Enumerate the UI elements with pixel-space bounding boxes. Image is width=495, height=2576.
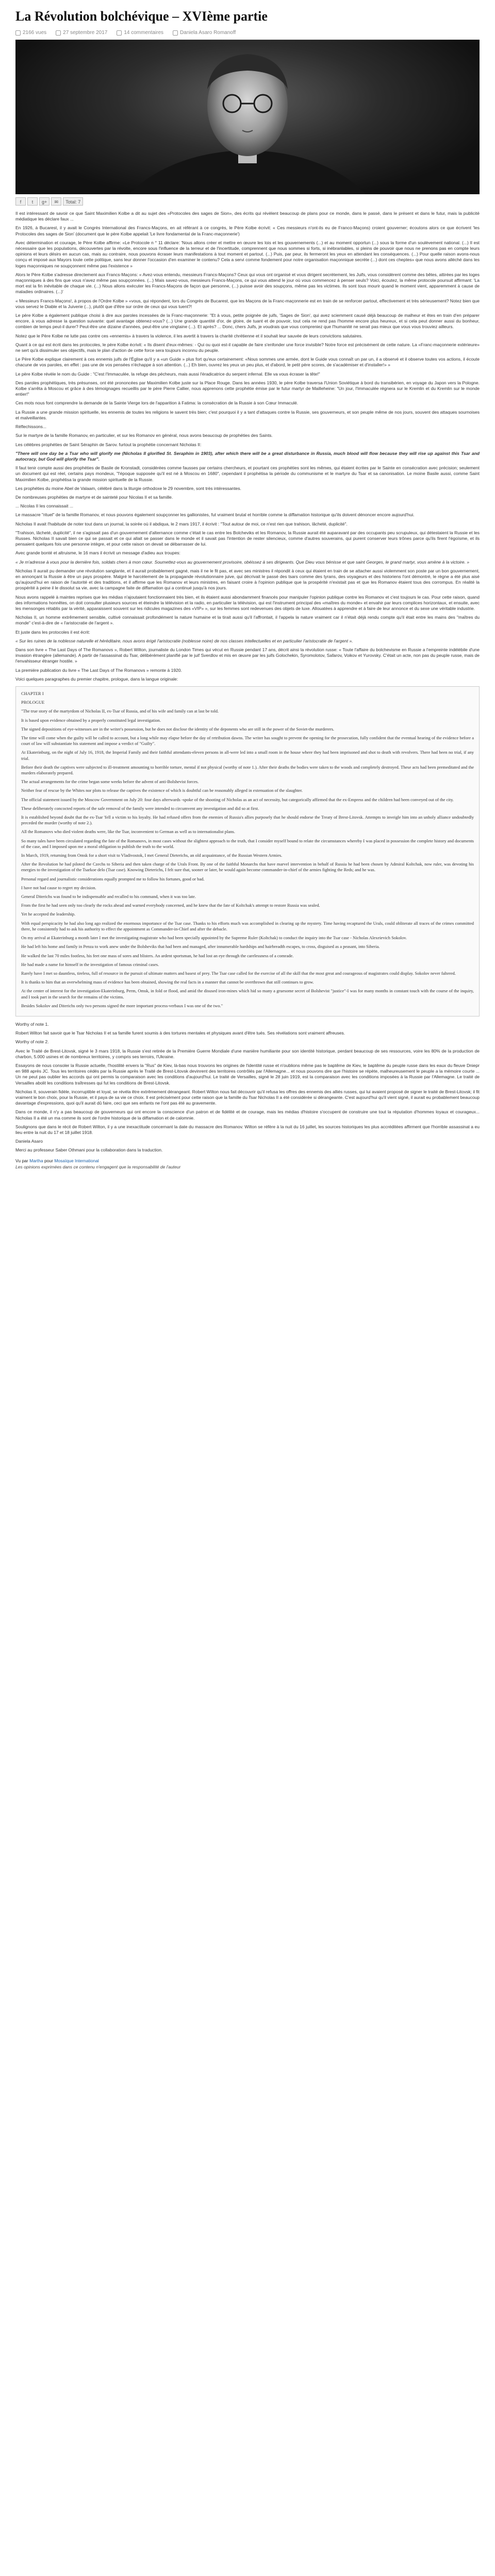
author-name[interactable]: Daniela Asaro Romanoff: [180, 30, 236, 36]
seraphim-quote: "There will one day be a Tsar who will glorify me (Nicholas II glorified St. Seraphim in 1903), after which there will be a great disturbance in Russia, much blood will flow because they will rise up against this Tsar and autocracy, but God will glorify the Tsar".: [15, 450, 480, 462]
excerpt-paragraph: All the Romanovs who died violent deaths were, like the Tsar, inconvenient to German as well as to internationalist plans.: [21, 829, 235, 835]
excerpt-paragraph: It is based upon evidence obtained by a properly constituted legal investigation.: [21, 717, 161, 723]
paragraph: Et juste dans les protocoles il est écrit:: [15, 629, 90, 635]
paragraph: Avec détermination et courage, le Père Kolbe affirme: «Le Protocole n ° 11 déclare: 'Nous allons créer et mettre en œuvre les lois et les gouvernements (...) et au moment opportun (...) sous la forme d'un soulèvement national. (...) Il est nécessaire que les populations, découvertes par la révolte, encore sous l'influence de la terreur et de l'incertitude, comprennent que nous sommes si forts, si inébranlables, si pleins de pouvoir que nous ne prenons pas en compte leurs opinions et leurs désirs en aucun cas, mais au contraire, nous pouvons écraser leurs manifestations à tout moment et partout. (...) Puis, par peur, ils fermeront les yeux en attendant les conséquences. (...) Pour quelle raison avons-nous conçu et imposé aux Mayors toute cette politique, sans leur donner l'occasion d'en examiner le contenu? Cela a servi comme fondement pour notre organisation maçonnique secrète (...) dont ces cheptes» que nous avons alléché dans les loges maçonniques ne soupçonnent même pas l'existence »: [15, 240, 480, 268]
excerpt-paragraph: These deliberately concocted reports of the safe removal of the family were intended to circumvent any investigation and did so at first.: [21, 805, 259, 811]
excerpt-paragraph: He walked the last 70 miles footless, his feet one mass of sores and blisters. An ardent sportsman, he had lost an eye through the carelessness of a comrade.: [21, 953, 294, 958]
paragraph: Sur le martyre de la famille Romanov, en particulier, et sur les Romanov en général, nous avons beaucoup de prophéties des Saints.: [15, 433, 273, 438]
article-footer: [15, 1158, 480, 1170]
excerpt-paragraph: "The true story of the martyrdom of Nicholas II, ex-Tsar of Russia, and of his wife and family can at last be told.: [21, 708, 219, 714]
eye-icon: [15, 30, 21, 36]
excerpt-paragraph: At the center of interest for the investigation-Ekaterinburg, Perm, Omsk, in fold or flood, and amid the disused iron-mines which hid so many a gruesome secret of Bolshevist "justice"-I was for many months in constant touch with the course of the inquiry, and I took part in the search for the remains of the victims.: [21, 988, 474, 999]
protocol-quote: « Sur les ruines de la noblesse naturelle et héréditaire, nous avons érigé l'aristocratie (noblesse noire) de nos classes intellectuelles et en particulier l'aristocratie de l'argent ».: [15, 638, 353, 643]
paragraph: « Messieurs Francs-Maçons!, à propos de l'Ordre Kolbe » «vous, qui répondent, lors du Congrès de Bucarest, que les Maçons de la Franc-maçonnerie est en train de se renforcer partout, effectivement et très sérieusement? Notez bien que vous servez le Diable et la Juiverie (...), plutôt que d'être sur ordre de ceux qui vous tuent?!: [15, 298, 480, 309]
excerpt-paragraph: Personal regard and journalistic considerations equally prompted me to follow his fortunes, good or bad.: [21, 876, 205, 882]
share-total: Total: 7: [63, 197, 83, 206]
excerpt-paragraph: The actual arrangements for the crime began some weeks before the advent of anti-Bolshevist forces.: [21, 779, 199, 785]
comment-icon: [117, 30, 122, 36]
credit-prefix: Vu par: [15, 1158, 28, 1163]
excerpt-paragraph: The signed depositions of eye-witnesses are in the writer's possession, but he does not disclose the identity of the deponents who are still in the power of the Soviet-the murderers.: [21, 726, 335, 732]
paragraph: Dans ce monde, il n'y a pas beaucoup de gouverneurs qui ont encore la conscience d'un patron et de fidélité et de courage, mais les médias d'histoire s'occupent de construire une tout la réputation d'hommes loyaux et courageux... Nicholas II a été un ma comme ils sont de l'ordre historique de la diffamation et de calomnie.: [15, 1109, 480, 1121]
author-meta[interactable]: [173, 30, 236, 36]
article-meta: [15, 30, 480, 36]
excerpt-paragraph: On my arrival at Ekaterinburg a month later I met the investigating magistrate who had been specially appointed by the Supreme Ruler (Koltchak) to conduct the inquiry into the Tsar case - Nicholas Alexeievich Sokolov.: [21, 935, 407, 941]
paragraph: Dans son livre « The Last Days of The Romanovs », Robert Wilton, journaliste du London Times qui vécut en Russie pendant 17 ans, décrit ainsi la révolution russe: « Toute l'affaire du bolchevisme en Russie a l'empreinte indélébile d'une invasion étrangère (allemande). A partir de l'assassinat du Tsar, délibérément planifié par le juif Sverdlov et mis en œuvre par les juifs Golochekin, Syromolotov, Safarov, Voikov et Yurovsky. C'était un acte, non pas du peuple russe, mais de l'envahisseur étranger hostile. »: [15, 647, 480, 664]
paragraph: Essayons de nous consoler la Russie actuelle, l'hostilité envers la "Rus" de Kiev, là-bas nous trouvons les origines de l'identité russe et n'oublions même pas le baptême de Kiev, le baptême du peuple russe dans les eaux du fleuve Dniepr en 988 après JC. Tous les territoires cédés par la Russie après le Traité de Brest-Litovsk devinrent des territoires contrôlés par l'Allemagne... et nous pouvons dire que l'histoire se répète, malheureusement le peuple a la mémoire courte ... Un ne peut pas oublier les accords qui ont permis la comparaison avec les conditions d'aujourd'hui. Le traité de Versailles, signé le 28 juin 1919, est la comparaison avec les conditions imposées à la Russie par l'Allemagne. Le traité de Versailles abolit les conditions traîtresses qui fut les conditions de Brest-Litovsk.: [15, 1062, 480, 1086]
paragraph: Nicholas II aurait pu demander une révolution sanglante, et il aurait probablement gagné, mais il ne le fit pas, et avec ses ministres il répondit à ceux qui étaient en train de se attacher aussi violemment son poste par un bon gouvernement, en annonçant la Russie à être un pays prospère. Malgré le harcèlement de la propagande révolutionnaire juive, qui décrivait le passé des tsars comme des tyrans, des voyageurs et des historiens l'ont démontré, le règne a été plus aisé qu'aujourd'hui en raison de l'autorité et des traditions, et il affirme que les Romanov et leurs ministres, en faisant croire à l'opinion publique que la prospérité n'existait pas et que les Romanov étaient tous des corrompus. En réalité la prospérité à peine il le dissolut sa vie, avec la campagne faite de diffamation qui a continué jusqu'à nos jours.: [15, 568, 480, 591]
email-share-button[interactable]: ✉: [51, 197, 61, 206]
paragraph: Quant à ce qui est écrit dans les protocoles, le père Kolbe écrivit: « Ils disent d'eux-mêmes: - Qui ou quoi est-il capable de faire s'enfonder une force invisible? Notre force est précisément de cette nature. La «Franc-maçonnerie extérieure» ne sert qu'à dissimuler ses objectifs, mais le plan d'action de cette force sera toujours inconnu du peuple.: [15, 342, 480, 353]
book-excerpt: [15, 686, 480, 1016]
excerpt-paragraph: Besides Sokolov and Diterichs only two persons signed the more important process-verbaux I was one of the two.": [21, 1003, 223, 1008]
excerpt-paragraph: After the Revolution he had piloted the Czechs to Siberia and then taken charge of the Urals Front. By one of the faithful Monarchs that have marvel intervention in behalf of Russia he had been chosen by Admiral Koltchak, now ruler, was devoting his energies to the investigation of the Tsarkoe delo (Tsar case). Knowing Dieterichs, I felt sure that, sooner or later, he would again become commander-in-chief of the armies fighting the Reds; and he was.: [21, 861, 474, 873]
comments-meta[interactable]: [117, 30, 163, 36]
excerpt-paragraph: So many tales have been circulated regarding the fate of the Romanovs, in most cases without the slightest approach to the truth, that I consider myself bound to relate the circumstances whereby I was placed in possession the complete history and documents of the case, and I imposed upon me a moral obligation to publish the truth to the world.: [21, 838, 474, 849]
credit-author-link[interactable]: Martha: [29, 1158, 43, 1163]
facebook-share-button[interactable]: f: [15, 197, 26, 206]
excerpt-chapter: CHAPTER I: [21, 691, 44, 696]
excerpt-paragraph: The time will come when the guilty will be called to account, but a long while may elapse before the day of retribution dawns. The writer has sought to prevent the opening for the prosecution, fully confident that the eventual hearing of the evidence before a court of law will substantiate his statement and impose a verdict of "Guilty".: [21, 735, 474, 747]
paragraph: Soulignons que dans le récit de Robert Wilton, il y a une inexactitude concernant la date du massacre des Romanov. Wilton se réfère à la nuit du 16 juillet, les sources historiques les plus accréditées affirment que l'horrible assassinat a eu lieu entre la nuit du 17 et 18 juillet 1918.: [15, 1124, 480, 1135]
paragraph: De nombreuses prophéties de martyre et de sainteté pour Nicolas II et sa famille.: [15, 494, 173, 500]
paragraph: Ces mots nous font comprendre la demande de la Sainte Vierge lors de l'apparition à Fatima: la consécration de la Russie à son Cœur Immaculé.: [15, 400, 299, 406]
excerpt-paragraph: Rarely have I met so dauntless, tireless, full of resource in the pursuit of ultimate matters and basest of prey. The Tsar case called for the exercise of all the skill that the most great and courageous of magistrates could display. Sokolov never faltered.: [21, 970, 456, 976]
comments-count[interactable]: 14 commentaires: [124, 30, 164, 36]
paragraph: Les célèbres prophéties de Saint Séraphin de Sarov. furtout la prophétie concernant Nicholas II:: [15, 442, 202, 447]
article-body: [15, 211, 480, 1154]
paragraph: Le Père Kolbe explique clairement à ces ennemis juifs de l'Église qu'il y a «un Guide » plus fort qu'eux certainement: «Nous sommes une armée, dont le Guide vous connaît un par un, il a observé et il observe toutes vos actions, il écoute chacune de vos paroles, en effet : pas une de vos pensées n'échappe à son attention. (...) Eh bien, ouvrez les yeux un peu plus, et d'abord, le petit père scores, de s'académiser et d'installer!» »: [15, 357, 480, 368]
paragraph: Voici quelques paragraphes du premier chapitre, prologue, dans la langue originale:: [15, 676, 178, 682]
excerpt-paragraph: At Ekaterinburg, on the night of July 16, 1918, the Imperial Family and their faithful attendants-eleven persons in all-were led into a small room in the house where they had been imprisoned and shot to death with revolvers. There had been no trial, if any trial.: [21, 750, 474, 761]
excerpt-paragraph: It is established beyond doubt that the ex-Tsar 'fell a victim to his loyalty. He had refused offers from the enemies of Russia's allies purposely that he should endorse the Treaty of Brest-Litovsk. Attempts to inveigle him into an unholy alliance undoubtedly preceded the murder (worthy of note 2.).: [21, 815, 474, 826]
paragraph: Des paroles prophétiques, très présunses, ont été prononcées par Maximilien Kolbe juste sur la Place Rouge. Dans les années 1930, le père Kolbe traversa l'Union Soviétique à bord du transibérien, en voyage du Japon vers la Pologne. Kolbe s'arrêta à Moscou et grâce à des témoignages recueillis par le père Pierre Callier, nous apprenons cette prophétie émise par le futur martyr de Mailleheine: "Un jour, l'Immaculée régnera sur le Kremlin et du Kremlin sur le monde entier!": [15, 380, 480, 397]
paragraph: Nicholas II avait l'habitude de noter tout dans un journal, la soirée où il abdiqua, le 2 mars 1917, il écrivit : "Tout autour de moi, ce n'est rien que trahison, lâcheté, duplicité".: [15, 521, 348, 527]
farewell-quote: « Je m'adresse à vous pour la dernière fois, soldats chers à mon cœur. Soumettez-vous au gouvernement provisoire, obéissez à ses dirigeants. Que Dieu vous bénisse et que saint Georges, le grand martyr, vous amène à la victoire. »: [15, 559, 470, 565]
excerpt-paragraph: Yet he accepted the leadership.: [21, 911, 76, 917]
paragraph: Alors le Père Kolbe s'adresse directement aux Francs-Maçons: « Avez-vous entendu, messieurs Francs-Maçons? Ceux qui vous ont organisé et vous dirigent secrètement, les Juifs, vous considèrent comme des bêtes, attirées par les loges maçonniques à des fins que vous n'avez même pas soupçonnées. (...) Mais savez-vous, messieurs Francs-Maçons, ce qui vous attend le jour où vous commencez à penser seuls? Voici, écoutez, la même protocole poursuit affirmant: 'La mort est la fin inévitable de chaque vie. (...) Nous allons exécuter les Francs-Maçons de façon que personne, (...) puisse avoir des soupçons, même pas les victimes. Ils sont tous mourir quand le moment vient, apparemment à cause de maladies ordinaires. (...)': [15, 272, 480, 295]
paragraph: Il faut tenir compte aussi des prophéties de Basile de Kronstadt, considérées comme fausses par certains chercheurs, et pourtant ces prophéties sont les mêmes, qui étaient écrites par le Sainte en consécration avec précision; seulement un document qui est réel, certains pays mondeux, "l'époque supposée qu'il est né à Moscou en 1680", cependant il prophétisa la période du communisme et le martyre du Tsar et sa canonisation. Le moine Basile aussi, comme Saint Maximilien Kolbe, prophétisa la grande mission spirituelle de la Russie.: [15, 465, 480, 482]
note-heading: Worthy of note 1.: [15, 1021, 49, 1027]
calendar-icon: [56, 30, 61, 36]
paragraph: Réflechissons...: [15, 424, 46, 430]
excerpt-paragraph: Neither fear of rescue by the Whites nor plots to release the captives the existence of which is doubtful can be reasonably alleged in extenuation of the slaughter.: [21, 788, 303, 793]
portrait-photo: [15, 40, 480, 194]
paragraph: ... Nicolas II les connaissait ...: [15, 503, 73, 509]
note-heading: Worthy of note 2.: [15, 1039, 49, 1045]
disclaimer: Les opinions exprimées dans ce contenu n'engagent que la responsabilité de l'auteur: [15, 1164, 181, 1170]
paragraph: La première publication du livre « The Last Days of The Romanovs » remonte à 1920.: [15, 667, 182, 673]
paragraph: Avec grande bonté et altruisme, le 16 mars il écrivit un message d'adieu aux troupes:: [15, 550, 180, 556]
paragraph: Il est intéressant de savoir ce que Saint Maximilien Kolbe a dit au sujet des «Protocoles des sages de Sion», des écrits qui révèlent beaucoup de plans pour ce monde, dans le passé, dans le présent et dans le futur, mais la publicité médiatique les déclare faux ...: [15, 211, 480, 222]
views-meta: [15, 30, 46, 36]
paragraph: "Trahison, lâcheté, duplicité", il ne s'agissait pas d'un gouvernement d'alternance comme c'était le cas entre les Bolcheviks et les Romanov, la Russie aurait été auparavant par des occupants peu scrupuleux, qui détestaient la Russie et les Russes. Nicholas II savait bien ce qui se passait et ce qui allait se passer dans le monde et il savait pas l'intention de rester silencieux, comme d'autres souverains, qui purent conserver leurs trônes parce qu'ils firent l'égoïsme, et ils pensaient quelques fois une personne intègre, et pour cette raison on devait se débarrasser de lui.: [15, 530, 480, 547]
excerpt-paragraph: In March, 1919, returning from Omsk for a short visit to Vladivostok, I met General Dieterichs, an old acquaintance, of the Russian Western Armies.: [21, 853, 283, 858]
views-count: 2166 vues: [23, 30, 47, 36]
twitter-share-button[interactable]: t: [27, 197, 38, 206]
paragraph: Le massacre "rituel" de la famille Romanov, et nous pouvons également soupçonner les gallionistes, fut vraiment brutal et horrible comme la diffamation historique qu'ils doivent dénoncer encore aujourd'hui.: [15, 512, 415, 518]
googleplus-share-button[interactable]: g+: [39, 197, 50, 206]
excerpt-paragraph: From the first he had seen only too clearly the rocks ahead and warned everybody concerned, and he knew that the fate of Koltchak's attempt to restore Russia was sealed.: [21, 903, 320, 908]
excerpt-paragraph: I have not had cause to regret my decision.: [21, 885, 96, 890]
excerpt-paragraph: It is thanks to him that an overwhelming mass of evidence has been obtained, showing the real facts in a manner that cannot be overthrown that still continues to grow.: [21, 979, 314, 985]
excerpt-paragraph: He had made a name for himself in the investigation of famous criminal cases.: [21, 961, 159, 967]
excerpt-prologue: PROLOGUE: [21, 700, 45, 705]
paragraph: Merci au professeur Saber Othmani pour la collaboration dans la traduction.: [15, 1147, 163, 1153]
paragraph: Notez que le Père Kolbe ne lutte pas contre ces «ennemis» à travers la violence, il les avertit à travers la charité chrétienne et il souhait leur sauvée de leurs convictions salutaires.: [15, 333, 363, 338]
signature: Daniela Asaro: [15, 1139, 43, 1144]
paragraph: Le père Kolbe a également publique choisi à dire aux paroles incessées de la Franc-maçonnerie: "Et à vous, petite poignée de juifs, 'Sages de Sion', qui avez sciemment causé déjà beaucoup de malheur et êtes en train d'en préparer encore, à vous adresse la question suivante: quel avantage obtenez-vous? (...) Une grande quantité d'or, de gloire, de tuant et de pouvoir, tout cela ne rend pas l'homme encore plus heureux, et si cela peut donner aussi du bonheur, combien de temps peut-il durer? Peut-être une dizaine d'années, peut-être une vingtaine (...). Et après? ... Donc, chers Juifs, je voudrais que vous compreniez que l'humanité ne serait pas mieux que vous vous trouviez ailleurs.: [15, 313, 480, 330]
excerpt-paragraph: General Diterichs was found to be indispensable and recalled to his command, when it was too late.: [21, 894, 196, 900]
excerpt-paragraph: With equal perspicacity he had also long ago realized the enormous importance of the Tsar case. Thanks to his efforts much was accomplished in clearing up the mystery. Time having recaptured the Urals, could obliterate all traces of the crimes committed there, he consistently had to ask his authority to effect the appointment as Commander-in-Chief and after the debacle.: [21, 920, 474, 931]
paragraph: La Russie a une grande mission spirituelle, les ennemis de toutes les religions le savent très bien; c'est pourquoi il y a tant d'attaques contre la Russie, ses gouverneurs, et son peuple même de nos jours, souvent des attaques sournoises et malveillantes.: [15, 409, 480, 420]
publish-date: 27 septembre 2017: [63, 30, 108, 36]
excerpt-paragraph: He had left his home and family in Penza to work anew under the Bolsheviks that had been and managed, after innumerable hardships and hairbreadth escapes, to cross, disguised as a peasant, into Siberia.: [21, 944, 380, 950]
paragraph: Nicholas II, un homme extrêmement sensible, cultivé connaissait profondément la nature humaine et la tirait aussi qu'il l'affrontait, il l'appela la nature vraiment car il n'était déjà rendu compte qu'il était entre les mains des "maîtres du monde" c'est-à-dire de « l'aristocratie de l'argent ».: [15, 615, 480, 626]
paragraph: Les prophéties du moine Abel de Valaam, célébré dans la liturgie orthodoxe le 29 novembre, sont très intéressantes.: [15, 485, 241, 491]
hero-image: [15, 40, 480, 194]
date-meta: [56, 30, 107, 36]
credit-line: [15, 1158, 480, 1164]
user-icon: [173, 30, 178, 36]
share-bar: [15, 197, 480, 206]
article-title: La Révolution bolchévique – XVIème partie: [15, 9, 268, 24]
paragraph: En 1926, à Bucarest, il y avait le Congrès International des Francs-Maçons, en ait référant à ce congrès, le Père Kolbe écrivit: « Ces messieurs n'ont-ils eu de Franco-Maçons) croient gouverner; écoutons alors ce que écrivent 'les Protocoles des sages de Sion' (document que le père Kolbe appelait 'Le livre fondamental de la Franc-maçonnerie'): [15, 225, 480, 236]
excerpt-paragraph: The official statement issued by the Moscow Government on July 20: four days afterwards -spoke of the shooting of Nicholas as an act of necessity, but categorically affirmed that the ex-Empress and the children had been conveyed out of the city.: [21, 796, 454, 802]
paragraph: Avec le Traité de Brest-Litovsk, signé le 3 mars 1918, la Russie s'est retirée de la Première Guerre Mondiale d'une manière humiliante pour son identité historique, perdant beaucoup de ses ressources, voire les 80% de la production de charbon, 5.000 usines et de nombreux territoires, y compris ses terroirs, l'Ukraine.: [15, 1048, 480, 1059]
paragraph: Nicholas II, souverain fidèle, incorruptible et loyal, se révéla être extrêmement dérangeant. Robert Wilton nous fait découvrir qu'il refusa les offres des ennemis des alliés russes, qui lui avaient proposé de signer le traité de Brest-Litovsk; il fit vraiment le bon choix, pour la Russie, et il paya de sa vie ce choix. Il est précisément pour cette raison que la famille du Tsar Nicholas II a été considérée si dérangeante. C'est aujourd'hui qu'il vient signé, il aurait eu probablement beaucoup davantage d'expressions, quoi qu'il aurait dû faire, ceci que ses enfants ne l'ont pas été au gravemente.: [15, 1089, 480, 1106]
excerpt-paragraph: Before their death the captives were subjected to ill-treatment amounting to horrible torture, mental if not physical (worthy of note 1.). After their deaths the bodies were taken to the woods and completely destroyed. These acts had been premeditated and the murders elaborately prepared.: [21, 764, 474, 776]
paragraph: Nous avons rappelé à maintes reprises que les médias n'ajoutaient fonctionnaient très bien, et ils étaient aussi abondamment financés pour manipuler l'opinion publique contre les Romanov et c'est toujours le cas. Pour cette raison, quand des informations honnêtes, on doit consulter plusieurs sources et éteindre la télévision et la radio, en particulier la télévision, qui est l'instrument principal des «maîtres du monde» et envahir par leurs complices horizontaux, et ensuite, avec les mensonges rétablis par la vérité, apparaissent souvent sur les ridicules magazines des «VIP» », sur les femmes sont redevenues des objets de luxe. Allouatées à apprendre et à faire de leur annonce et du sexe une véritable industrie.: [15, 594, 480, 611]
page: [15, 0, 480, 1182]
credit-suffix: pour: [44, 1158, 53, 1163]
paragraph: Le père Kolbe révèle le nom du Guide : "C'est l'Immaculée, la refuge des pécheurs, mais aussi l'éradicatrice du serpent infernal. Elle va vous écraser la tête!": [15, 371, 320, 377]
paragraph: Robert Wilton fait savoir que le Tsar Nicholas II et sa famille furent soumis à des tortures mentales et physiques avant d'être tués. Ses révélations sont vraiment affreuses.: [15, 1030, 345, 1036]
credit-site-link[interactable]: Mosaïque International: [54, 1158, 99, 1163]
